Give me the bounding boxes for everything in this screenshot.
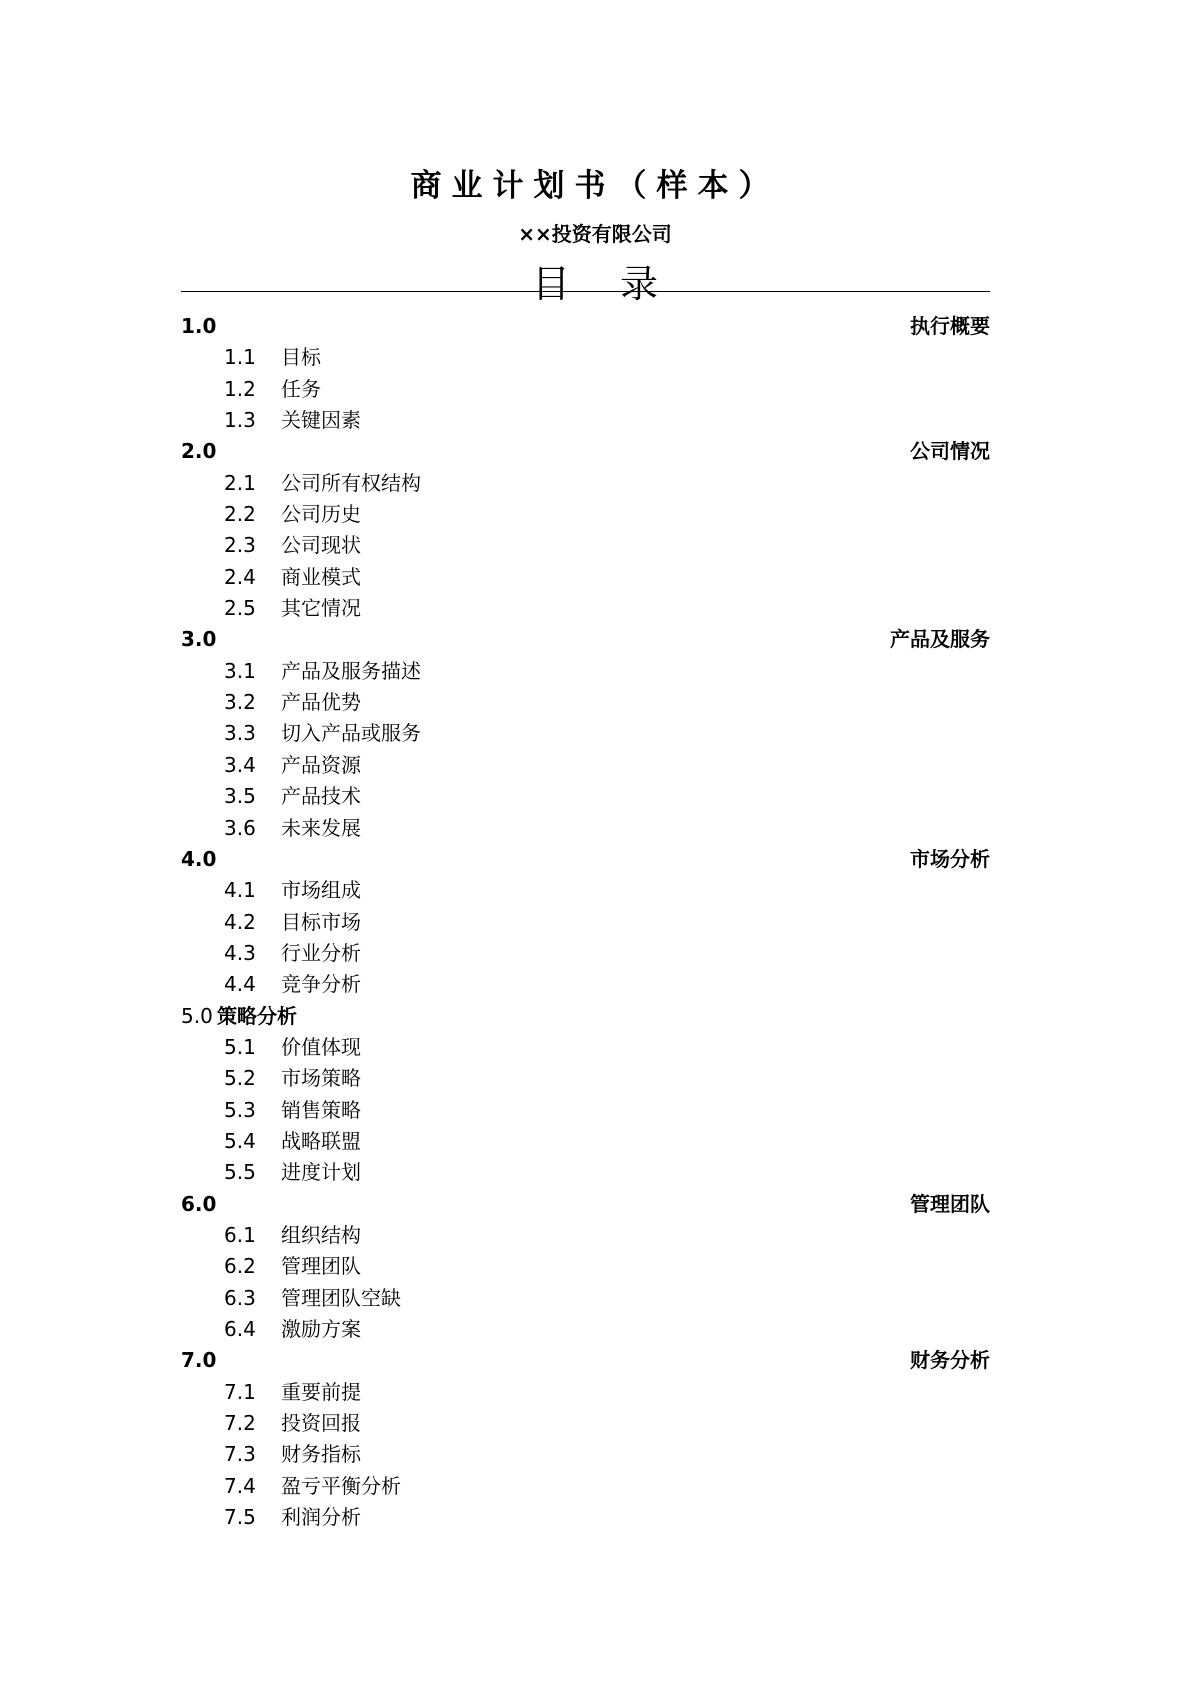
toc-subsection-number: 4.4 — [224, 972, 256, 997]
toc-subsection-title: 目标 — [281, 345, 321, 370]
toc-subsection-number: 5.2 — [224, 1066, 256, 1091]
toc-subsection-title: 公司历史 — [281, 502, 361, 527]
toc-subsection-title: 市场策略 — [281, 1066, 361, 1091]
toc-subsection-title: 投资回报 — [281, 1411, 361, 1436]
toc-section-number: 1.0 — [181, 314, 217, 338]
toc-subsection-number: 7.1 — [224, 1379, 256, 1404]
toc-section-number: 4.0 — [181, 846, 217, 871]
toc-subsection-row[interactable] — [181, 1251, 990, 1282]
toc-section-row[interactable] — [181, 436, 990, 467]
toc-subsection-number: 7.2 — [224, 1411, 256, 1436]
toc-section-number: 2.0 — [181, 439, 217, 464]
toc-subsection-number: 5.1 — [224, 1034, 256, 1059]
company-name: ××投资有限公司 — [518, 222, 672, 246]
toc-subsection-row[interactable] — [181, 1032, 990, 1063]
toc-section-number: 6.0 — [181, 1191, 217, 1216]
toc-subsection-number: 6.3 — [224, 1285, 256, 1310]
toc-subsection-number: 2.2 — [224, 502, 256, 527]
toc-subsection-row[interactable] — [181, 499, 990, 530]
toc-subsection-title: 任务 — [281, 376, 321, 401]
toc-subsection-row[interactable] — [181, 718, 990, 749]
toc-subsection-row[interactable] — [181, 530, 990, 561]
toc-subsection-row[interactable] — [181, 656, 990, 687]
toc-subsection-title: 产品技术 — [281, 784, 361, 809]
toc-subsection-number: 1.1 — [224, 345, 256, 370]
toc-subsection-number: 2.1 — [224, 470, 256, 495]
toc-subsection-row[interactable] — [181, 1314, 990, 1345]
toc-subsection-row[interactable] — [181, 593, 990, 624]
toc-subsection-number: 4.2 — [224, 909, 256, 934]
toc-subsection-title: 产品优势 — [281, 690, 361, 715]
toc-subsection-title: 财务指标 — [281, 1442, 361, 1467]
toc-subsection-row[interactable] — [181, 1471, 990, 1502]
toc-section-title: 财务分析 — [910, 1348, 990, 1373]
toc-subsection-title: 公司现状 — [281, 533, 361, 558]
toc-section-title: 市场分析 — [910, 846, 990, 871]
toc-subsection-number: 1.2 — [224, 376, 256, 401]
toc-subsection-row[interactable] — [181, 405, 990, 436]
toc-subsection-number: 2.5 — [224, 596, 256, 621]
toc-section-number: 7.0 — [181, 1348, 217, 1373]
toc-subsection-title: 价值体现 — [281, 1034, 361, 1059]
toc-subsection-title: 管理团队空缺 — [281, 1285, 401, 1310]
toc-subsection-row[interactable] — [181, 1408, 990, 1439]
toc-subsection-number: 6.4 — [224, 1317, 256, 1341]
toc-subsection-row[interactable] — [181, 562, 990, 593]
toc-subsection-row[interactable] — [181, 750, 990, 781]
toc-subsection-row[interactable] — [181, 1502, 990, 1533]
toc-subsection-row[interactable] — [181, 813, 990, 844]
toc-subsection-title: 激励方案 — [281, 1317, 361, 1341]
toc-section-row[interactable] — [181, 1189, 990, 1220]
toc-subsection-title: 市场组成 — [281, 878, 361, 903]
toc-subsection-title: 销售策略 — [281, 1097, 361, 1122]
toc-subsection-number: 3.1 — [224, 658, 256, 683]
toc-section-number: 3.0 — [181, 627, 217, 652]
toc-subsection-number: 2.4 — [224, 564, 256, 589]
toc-subsection-number: 3.6 — [224, 815, 256, 840]
toc-section-title: 公司情况 — [910, 439, 990, 464]
toc-subsection-row[interactable] — [181, 781, 990, 812]
toc-subsection-row[interactable] — [181, 907, 990, 938]
toc-section-row[interactable] — [181, 311, 990, 342]
toc-subsection-number: 2.3 — [224, 533, 256, 558]
toc-subsection-number: 7.4 — [224, 1473, 256, 1498]
toc-subsection-title: 管理团队 — [281, 1254, 361, 1279]
toc-subsection-number: 4.3 — [224, 940, 256, 965]
toc-subsection-row[interactable] — [181, 1063, 990, 1094]
toc-subsection-title: 利润分析 — [281, 1505, 361, 1530]
toc-subsection-row[interactable] — [181, 1126, 990, 1157]
toc-subsection-title: 产品及服务描述 — [281, 658, 421, 683]
toc-subsection-row[interactable] — [181, 1283, 990, 1314]
toc-subsection-title: 进度计划 — [281, 1160, 361, 1185]
toc-subsection-row[interactable] — [181, 687, 990, 718]
toc-subsection-row[interactable] — [181, 969, 990, 1000]
toc-subsection-title: 目标市场 — [281, 909, 361, 934]
toc-section-title: 执行概要 — [910, 314, 990, 338]
toc-section-row[interactable] — [181, 1001, 990, 1032]
toc-subsection-row[interactable] — [181, 938, 990, 969]
toc-subsection-number: 6.2 — [224, 1254, 256, 1279]
toc-heading: 目录 — [531, 262, 708, 306]
toc-subsection-title: 重要前提 — [281, 1379, 361, 1404]
toc-subsection-number: 7.3 — [224, 1442, 256, 1467]
toc-subsection-title: 行业分析 — [281, 940, 361, 965]
toc-subsection-row[interactable] — [181, 875, 990, 906]
toc-section-number: 5.0 — [181, 1003, 213, 1028]
toc-section-title: 产品及服务 — [890, 627, 990, 652]
toc-subsection-row[interactable] — [181, 1439, 990, 1470]
toc-subsection-number: 3.2 — [224, 690, 256, 715]
toc-subsection-number: 5.3 — [224, 1097, 256, 1122]
toc-rule — [181, 291, 990, 292]
toc-subsection-row[interactable] — [181, 374, 990, 405]
toc-subsection-number: 6.1 — [224, 1222, 256, 1247]
toc-subsection-row[interactable] — [181, 1095, 990, 1126]
toc-section-row[interactable] — [181, 844, 990, 875]
toc-section-title: 管理团队 — [910, 1191, 990, 1216]
toc-section-row[interactable] — [181, 624, 990, 655]
toc-subsection-title: 战略联盟 — [281, 1128, 361, 1153]
toc-section-title: 策略分析 — [217, 1003, 297, 1028]
toc-subsection-title: 竞争分析 — [281, 972, 361, 997]
toc-subsection-title: 盈亏平衡分析 — [281, 1473, 401, 1498]
toc-subsection-title: 切入产品或服务 — [281, 721, 421, 746]
toc-subsection-title: 关键因素 — [281, 408, 361, 433]
toc-subsection-row[interactable] — [181, 1220, 990, 1251]
toc-subsection-row[interactable] — [181, 1377, 990, 1408]
toc-subsection-number: 5.4 — [224, 1128, 256, 1153]
toc-subsection-title: 公司所有权结构 — [281, 470, 421, 495]
toc-section-row[interactable] — [181, 1345, 990, 1376]
toc-subsection-number: 7.5 — [224, 1505, 256, 1530]
toc-subsection-number: 4.1 — [224, 878, 256, 903]
toc-subsection-number: 1.3 — [224, 408, 256, 433]
toc-subsection-title: 未来发展 — [281, 815, 361, 840]
toc-subsection-title: 产品资源 — [281, 752, 361, 777]
toc-subsection-number: 3.3 — [224, 721, 256, 746]
toc-subsection-title: 组织结构 — [281, 1222, 361, 1247]
toc-subsection-number: 3.5 — [224, 784, 256, 809]
toc-subsection-row[interactable] — [181, 1157, 990, 1188]
toc-subsection-row[interactable] — [181, 468, 990, 499]
toc-subsection-number: 5.5 — [224, 1160, 256, 1185]
toc-subsection-title: 商业模式 — [281, 564, 361, 589]
toc-subsection-row[interactable] — [181, 342, 990, 373]
toc-subsection-title: 其它情况 — [281, 596, 361, 621]
toc-subsection-number: 3.4 — [224, 752, 256, 777]
document-title: 商业计划书（样本） — [410, 168, 780, 204]
table-of-contents — [181, 311, 990, 1533]
